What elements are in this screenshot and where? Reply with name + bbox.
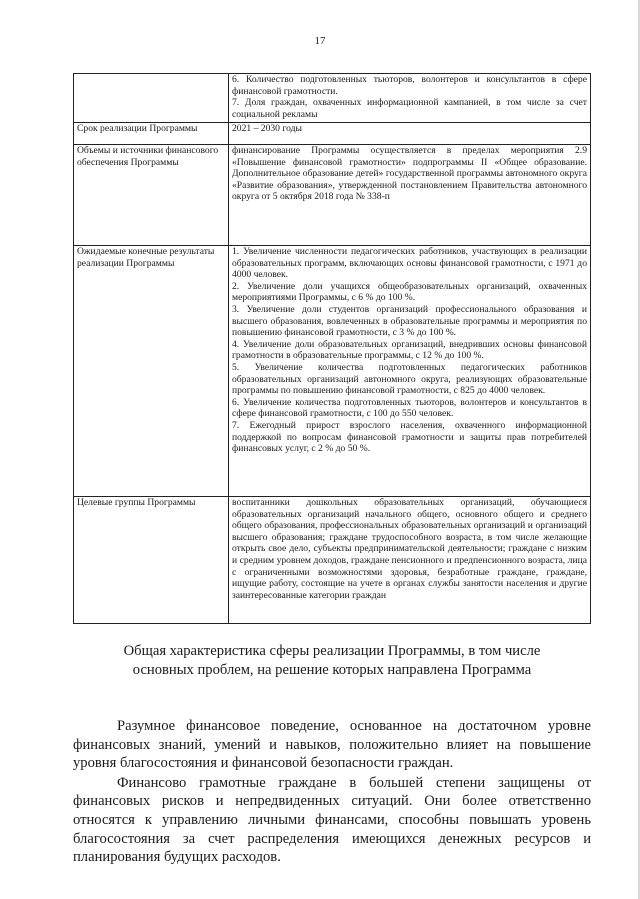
paragraph: Финансово грамотные граждане в большей степени защищены от финансовых рисков и непредвиденных ситуаций. Они более ответственно относятся к управлению личными финансами, способны повышать уровень благосостояния за счет распределения имеющихся денежных ресурсов и планирования будущих расходов. [73,774,591,866]
row-value [229,246,591,497]
program-passport-table [73,73,591,624]
row-value: финансирование Программы осуществляется в пределах мероприятия 2.9 «Повышение финансовой грамотности» подпрограммы II «Общее образование. Дополнительное образование детей» государственной программы автономного округа «Развитие образования», утвержденной постановлением Правительства автономного округа от 5 октября 2018 года № 338-п [229,145,591,246]
table-row-continuation [74,74,591,123]
page-number: 17 [314,35,326,47]
row-label: Срок реализации Программы [74,123,229,145]
paragraph: Разумное финансовое поведение, основанное на достаточном уровне финансовых знаний, умений и навыков, положительно влияет на повышение уровня благосостояния и финансовой безопасности граждан. [73,718,591,772]
table-row-results [74,246,591,497]
section-heading [73,642,591,680]
table-row-target-groups [74,497,591,624]
row-value: 2021 – 2030 годы [229,123,591,145]
row-label: Целевые группы Программы [74,497,229,624]
table-row-term [74,123,591,145]
table-row-funding [74,145,591,246]
row-value: воспитанники дошкольных образовательных организаций, обучающиеся образовательных организаций начального общего, основного общего и среднего общего образования, профессиональных образовательных организаций и организаций высшего образования; граждане трудоспособного возраста, в том числе желающие открыть свое дело, субъекты предпринимательской деятельности; граждане с низким и средним уровнем доходов, граждане пенсионного и предпенсионного возраста, лица с ограниченными возможностями здоровья, безработные граждане, граждане, ищущие работу, состоящие на учете в органах службы занятости населения и другие заинтересованные категории граждан [229,497,591,624]
row-label: Объемы и источники финансового обеспечения Программы [74,145,229,246]
indicator-item: 7. Доля граждан, охваченных информационной кампанией, в том числе за счет социальной рекламы [232,97,587,120]
result-item: 4. Увеличение доли образовательных организаций, внедривших основы финансовой грамотности в образовательные программы, с 12 % до 100 %. [232,338,587,362]
result-item: 5. Увеличение количества подготовленных педагогических работников образовательных организаций автономного округа, реализующих образовательные программы по повышению финансовой грамотности, с 825 до 4000 человек. [232,361,587,397]
row-label-text: Ожидаемые конечные результаты реализации Программы [77,246,215,269]
table-cell-empty [74,74,229,123]
result-item: 6. Увеличение количества подготовленных тьюторов, волонтеров и консультантов в сфере финансовой грамотности, с 100 до 550 человек. [232,396,587,420]
result-item: 7. Ежегодный прирост взрослого населения, охваченного информационной поддержкой по вопросам финансовой грамотности и защиты прав потребителей финансовых услуг, с 2 % до 50 %. [232,419,587,455]
result-item: 3. Увеличение доли студентов организаций профессионального образования и высшего образования, вовлеченных в образовательные программы и мероприятия по повышению финансовой грамотности, с 3 % до 100 %. [232,303,587,339]
result-item: 2. Увеличение доли учащихся общеобразовательных организаций, охваченных мероприятиями Программы, с 6 % до 100 %. [232,280,587,304]
table-cell-continuation [229,74,591,123]
body-text [73,717,591,867]
result-item: 1. Увеличение численности педагогических работников, участвующих в реализации образовательных программ, включающих основы финансовой грамотности, с 1971 до 4000 человек. [232,246,587,281]
row-label [74,246,229,497]
indicator-item: 6. Количество подготовленных тьюторов, волонтеров и консультантов в сфере финансовой грамотности. [232,74,587,97]
section-heading-line: Общая характеристика сферы реализации Программы, в том числе [123,643,541,659]
section-heading-line: основных проблем, на решение которых направлена Программа [132,662,532,678]
